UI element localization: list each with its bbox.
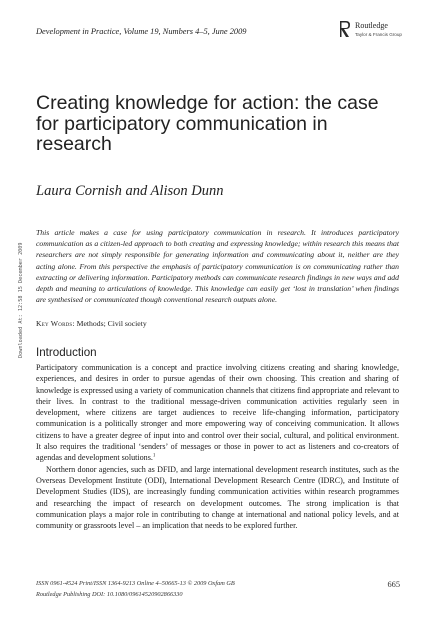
routledge-logo-icon <box>338 20 352 38</box>
body-paragraph <box>36 362 399 464</box>
footnote-marker: 1 <box>152 453 156 459</box>
keywords-value: Methods; Civil society <box>76 319 147 328</box>
abstract: This article makes a case for using participatory communication in research. It introduces participatory communication as a citizen-led approach to both creating and expressing knowledge; within research this means that researchers are not simply responsible for generating information and communicating about it, neither are they acting alone. From this perspective the emphasis of participatory communication is on communicating rather than extracting or delivering information. Participatory methods can communicate research findings in new ways and add depth and meaning to articulations of knowledge. This knowledge can easily get ‘lost in translation’ when findings are synthesised or communicated though conventional research outputs alone. <box>36 228 399 305</box>
article-authors: Laura Cornish and Alison Dunn <box>36 183 224 199</box>
footer-publisher: Routledge Publishing DOI: 10.1080/09614520902866330 <box>36 591 183 598</box>
footer-issn: ISSN 0961-4524 Print/ISSN 1364-9213 Online 4–50665-13 © 2009 Oxfam GB <box>36 580 235 587</box>
download-stamp: Downloaded At: 12:58 15 December 2009 <box>18 242 24 358</box>
page-number: 665 <box>387 580 400 589</box>
section-heading-introduction: Introduction <box>36 346 97 359</box>
publisher-subtitle: Taylor & Francis Group <box>355 32 402 37</box>
journal-header: Development in Practice, Volume 19, Numbers 4–5, June 2009 <box>36 27 247 36</box>
keywords-label: Key Words: <box>36 319 75 328</box>
keywords <box>36 319 399 328</box>
body-text <box>36 362 399 531</box>
paragraph-text: Participatory communication is a concept and practice involving citizens creating and sharing knowledge, experiences, and desires in order to pursue agendas of their own choosing. This creation and sharing of knowledge is expressed using a variety of communication channels that citizens find appropriate and relevant to their lives. In contrast to the traditional message-driven communication activities regularly seen in development, where citizens are target audiences to receive life-changing information, participatory communication is a politically stronger and more empowering way of conceiving communication. It allows citizens to have a greater degree of input into and control over their social, cultural, and political environment. It also requires the traditional ‘senders’ of messages or those in power to act as listeners and co-creators of agendas and development solutions. <box>36 363 399 463</box>
body-paragraph: Northern donor agencies, such as DFID, and large international development research institutes, such as the Overseas Development Institute (ODI), International Development Research Centre (IDRC), and Institute of Development Studies (IDS), are increasingly funding communication activities within research programmes and researching the impact of research on development outcomes. The strong implication is that communication plays a major role in contributing to change at international and national policy levels, and at community or grassroots level – an implication that needs to be explored further. <box>36 464 399 531</box>
article-title: Creating knowledge for action: the case for participatory communication in research <box>36 92 379 155</box>
publisher-name: Routledge <box>355 21 388 30</box>
publisher-block <box>338 19 418 43</box>
